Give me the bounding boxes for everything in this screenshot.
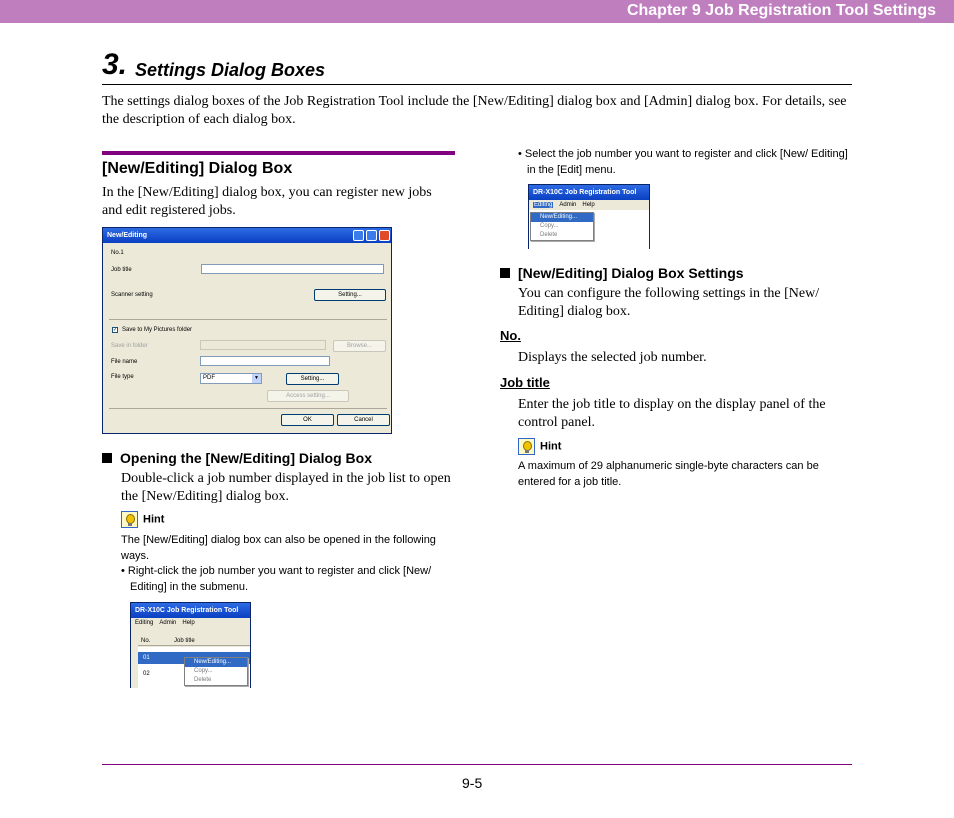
- dialog-separator: [109, 319, 387, 320]
- maximize-icon[interactable]: [366, 230, 377, 241]
- popup-copy[interactable]: Copy...: [194, 668, 213, 674]
- settings-heading: [New/Editing] Dialog Box Settings: [500, 264, 744, 282]
- menu-editing[interactable]: Editing: [135, 620, 154, 626]
- settings-text: You can configure the following settings in the [New/ Editing] dialog box.: [518, 286, 820, 319]
- section-number: 3.: [102, 48, 128, 81]
- new-editing-intro: In the [New/Editing] dialog box, you can register new jobs and edit registered jobs.: [102, 185, 432, 218]
- cancel-button[interactable]: Cancel: [337, 414, 390, 426]
- footer-divider: [102, 764, 852, 765]
- save-checkbox[interactable]: ✓: [113, 327, 118, 333]
- app-menubar: [131, 618, 250, 628]
- minimize-icon[interactable]: [353, 230, 364, 241]
- popup-delete[interactable]: Delete: [540, 232, 558, 238]
- square-bullet-icon: [102, 453, 112, 463]
- scanner-setting-button[interactable]: Setting...: [314, 289, 386, 301]
- new-editing-dialog-screenshot: [102, 227, 392, 434]
- popup-delete[interactable]: Delete: [194, 677, 212, 683]
- context-menu-screenshot: [130, 602, 251, 688]
- section-title: Settings Dialog Boxes: [135, 60, 326, 80]
- hint-lightbulb-icon: [121, 511, 138, 528]
- job-title-label: Job title: [111, 267, 132, 273]
- job-title-input[interactable]: [201, 264, 384, 274]
- file-type-label: File type: [111, 374, 134, 380]
- col-job-title: Job title: [174, 638, 195, 644]
- opening-text: Double-click a job number displayed in the job list to open the [New/Editing] dialog box.: [121, 471, 451, 504]
- context-popup-menu: [184, 657, 248, 686]
- popup-copy[interactable]: Copy...: [540, 223, 559, 229]
- menu-admin[interactable]: Admin: [159, 620, 177, 626]
- column-divider: [102, 151, 455, 155]
- hint-text-left: The [New/Editing] dialog box can also be opened in the following ways.: [121, 534, 436, 562]
- job-number-label: No.1: [111, 250, 124, 256]
- square-bullet-icon: [500, 268, 510, 278]
- menu-editing[interactable]: Editing: [534, 202, 553, 208]
- file-name-input[interactable]: [200, 356, 330, 366]
- chapter-title: Chapter 9 Job Registration Tool Settings: [626, 2, 936, 19]
- hint-box-right: Hint: [518, 438, 561, 455]
- hint-text-right: A maximum of 29 alphanumeric single-byte characters can be entered for a job title.: [518, 460, 819, 488]
- edit-menu-screenshot: [528, 184, 650, 249]
- browse-button[interactable]: Browse...: [333, 340, 386, 352]
- file-setting-button[interactable]: Setting...: [286, 373, 339, 385]
- new-editing-heading: [New/Editing] Dialog Box: [102, 160, 293, 177]
- file-type-value: PDF: [203, 375, 215, 381]
- save-checkbox-label: Save to My Pictures folder: [122, 327, 193, 333]
- menu-help[interactable]: Help: [182, 620, 195, 626]
- job-row[interactable]: 02: [143, 671, 150, 677]
- opening-heading: Opening the [New/Editing] Dialog Box: [102, 449, 372, 467]
- dialog-titlebar: [103, 228, 391, 243]
- app-menubar: [529, 200, 649, 210]
- app-titlebar: DR-X10C Job Registration Tool: [131, 603, 250, 618]
- save-in-folder-label: Save in folder: [111, 343, 148, 349]
- ok-button[interactable]: OK: [281, 414, 334, 426]
- file-name-label: File name: [111, 359, 138, 365]
- hint-lightbulb-icon: [518, 438, 535, 455]
- no-text: Displays the selected job number.: [518, 350, 707, 365]
- hint-box-left: Hint: [121, 511, 164, 528]
- section-intro: The settings dialog boxes of the Job Registration Tool include the [New/Editing] dialog box and [Admin] dialog box. For details, see the description of each dialog box.: [102, 94, 847, 127]
- job-list-header: [138, 637, 251, 646]
- file-type-select[interactable]: [200, 373, 262, 384]
- dialog-title: New/Editing: [107, 232, 148, 239]
- menu-help[interactable]: Help: [582, 202, 595, 208]
- col-no: No.: [141, 638, 151, 644]
- job-row[interactable]: 01: [138, 652, 251, 664]
- access-setting-button[interactable]: Access setting...: [267, 390, 349, 402]
- app-titlebar: DR-X10C Job Registration Tool: [529, 185, 649, 200]
- edit-popup-menu: [530, 212, 594, 241]
- hint-bullet-left: • Right-click the job number you want to register and click [New/ Editing] in the submenu.: [121, 565, 432, 593]
- edit-menu-bullet: • Select the job number you want to register and click [New/ Editing] in the [Edit] menu.: [518, 148, 848, 176]
- popup-new-editing[interactable]: New/Editing...: [185, 658, 247, 667]
- close-icon[interactable]: [379, 230, 390, 241]
- dialog-separator-bottom: [109, 408, 387, 409]
- save-in-folder-input[interactable]: [200, 340, 326, 350]
- job-title-heading: Job title: [500, 375, 550, 390]
- scanner-setting-label: Scanner setting: [111, 292, 153, 298]
- page-number: 9-5: [462, 775, 483, 791]
- popup-new-editing[interactable]: New/Editing...: [531, 213, 593, 222]
- no-heading: No.: [500, 328, 521, 343]
- menu-admin[interactable]: Admin: [559, 202, 577, 208]
- section-divider: [102, 84, 852, 85]
- chevron-down-icon: ▼: [252, 374, 261, 383]
- job-title-text: Enter the job title to display on the display panel of the control panel.: [518, 397, 826, 430]
